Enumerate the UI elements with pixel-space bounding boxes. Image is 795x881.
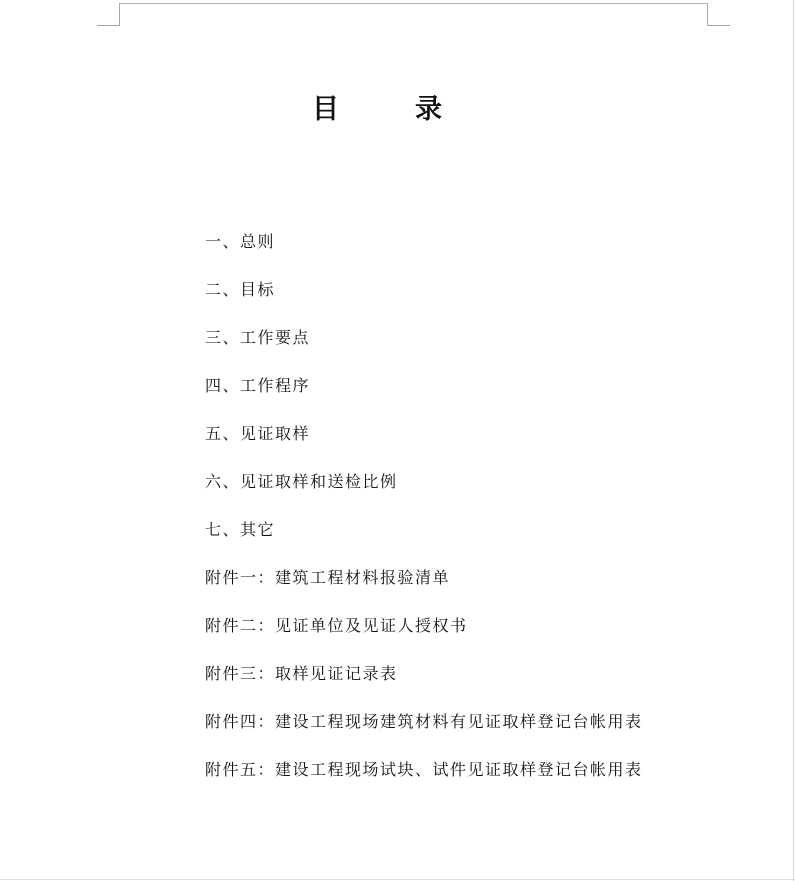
toc-item-general: 一、总则 <box>205 232 276 251</box>
toc-item-witness-sampling: 五、见证取样 <box>205 424 311 443</box>
page-right-edge <box>793 0 794 881</box>
table-of-contents <box>205 230 643 806</box>
page-bottom-edge <box>0 879 795 880</box>
toc-item-appendix-2: 附件二：见证单位及见证人授权书 <box>205 616 468 635</box>
toc-item-work-points: 三、工作要点 <box>205 328 311 347</box>
toc-item-appendix-1: 附件一：建筑工程材料报验清单 <box>205 568 451 587</box>
crop-mark-top-left-vertical <box>119 3 120 26</box>
crop-mark-top-right-horizontal <box>707 25 730 26</box>
toc-item-appendix-5: 附件五：建设工程现场试块、试件见证取样登记台帐用表 <box>205 760 643 779</box>
toc-item-appendix-4: 附件四：建设工程现场建筑材料有见证取样登记台帐用表 <box>205 712 643 731</box>
toc-item-objectives: 二、目标 <box>205 280 276 299</box>
toc-item-work-procedure: 四、工作程序 <box>205 376 311 395</box>
crop-mark-top-right-vertical <box>707 3 708 26</box>
crop-mark-top-left-horizontal <box>97 25 120 26</box>
toc-item-appendix-3: 附件三：取样见证记录表 <box>205 664 398 683</box>
toc-item-sampling-ratio: 六、见证取样和送检比例 <box>205 472 398 491</box>
page-title: 目录 <box>312 94 518 125</box>
page-top-border <box>119 3 708 4</box>
toc-item-other: 七、其它 <box>205 520 276 539</box>
